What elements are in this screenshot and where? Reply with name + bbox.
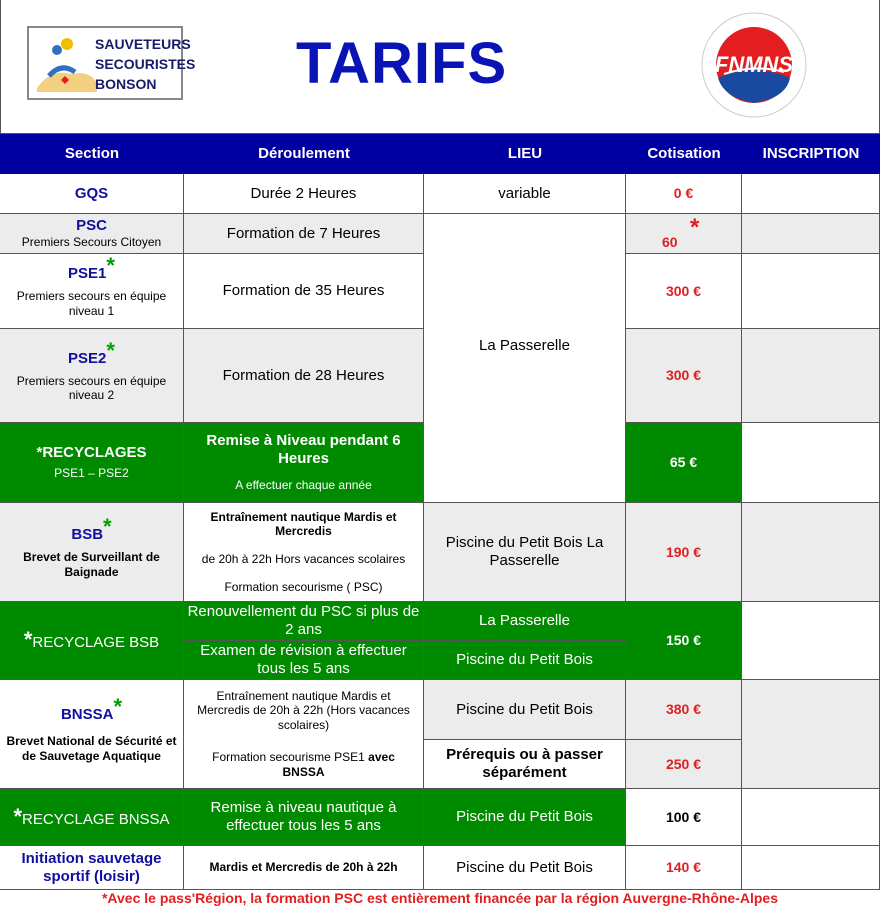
recyclage-bsb-star: * [23,627,33,653]
recyclages-section-cell [0,423,184,503]
psc-price-cell [626,214,742,254]
bsb-deroulement1: Entraînement nautique Mardis et Mercredis [210,509,397,539]
pse2-section-cell [0,329,184,423]
bnssa-lieu2: Prérequis ou à passer séparément [424,740,626,789]
psc-name: PSC [76,217,107,235]
bsb-deroulement-cell [184,503,424,602]
bnssa-inscription[interactable] [742,680,880,789]
bsb-deroulement2: de 20h à 22h Hors vacances scolaires [201,551,406,566]
bnssa-price1: 380 € [626,680,742,740]
recyclages-deroulement1: Remise à Niveau pendant 6 Heures [206,432,401,468]
pse1-price: 300 € [626,254,742,329]
bsb-star: * [103,514,112,540]
recyclages-subtitle: PSE1 – PSE2 [54,466,129,481]
psc-deroulement: Formation de 7 Heures [184,214,424,254]
psc-section-cell [0,214,184,254]
pse2-subtitle: Premiers secours en équipe niveau 2 [16,373,167,403]
initiation-lieu: Piscine du Petit Bois [424,846,626,890]
initiation-name: Initiation sauvetage sportif (loisir) [21,849,162,885]
recyclage-bnssa-price: 100 € [626,789,742,846]
recyclage-bnssa-deroulement: Remise à niveau nautique à effectuer tous les 5 ans [184,789,424,846]
recyclage-bsb-deroulement1: Renouvellement du PSC si plus de 2 ans [184,602,424,641]
bsb-subtitle: Brevet de Surveillant de Baignade [23,550,160,579]
bsb-lieu: Piscine du Petit Bois La Passerelle [424,503,626,602]
recyclage-bsb-price: 150 € [626,602,742,680]
footnote: *Avec le pass'Région, la formation PSC est entièrement financée par la région Auvergne-Rhône-Alpes [101,890,779,906]
recyclages-deroulement-cell [184,423,424,503]
logo-line1: SAUVETEURS [95,36,191,52]
psc-price: 60 [662,234,678,250]
bnssa-star: * [113,694,123,720]
bnssa-subtitle: Brevet National de Sécurité et de Sauvetage Aquatique [6,734,177,763]
psc-star: * [690,214,700,241]
recyclage-bsb-inscription[interactable] [742,602,880,680]
pse2-inscription[interactable] [742,329,880,423]
gqs-name: GQS [74,184,109,202]
pse1-deroulement: Formation de 35 Heures [184,254,424,329]
pse2-price: 300 € [626,329,742,423]
gqs-price: 0 € [626,174,742,214]
gqs-deroulement: Durée 2 Heures [184,174,424,214]
recyclage-bnssa-star: * [13,803,22,829]
bnssa-deroulement2a: Formation secourisme PSE1 [212,750,369,765]
col-header-deroulement: Déroulement [184,133,424,174]
pse1-star: * [106,253,115,279]
pse2-name: PSE2 [68,349,107,367]
recyclage-bsb-lieu2: Piscine du Petit Bois [424,641,626,680]
gqs-section-cell [0,174,184,214]
psc-subtitle: Premiers Secours Citoyen [21,235,162,250]
recyclages-name: *RECYCLAGES [36,444,147,462]
pse1-section-cell [0,254,184,329]
psc-inscription[interactable] [742,214,880,254]
bnssa-deroulement1: Entraînement nautique Mardis et Mercredis de 20h à 22h (Hors vacances scolaires) [197,689,410,732]
recyclages-price: 65 € [626,423,742,503]
bnssa-price2: 250 € [626,740,742,789]
gqs-inscription[interactable] [742,174,880,214]
col-header-section: Section [0,133,184,174]
bsb-price: 190 € [626,503,742,602]
logo-right-text: FNMNS [714,52,794,77]
passerelle-lieu: La Passerelle [424,214,626,503]
bsb-section-cell [0,503,184,602]
recyclage-bnssa-name: RECYCLAGE BNSSA [22,810,170,828]
pse1-subtitle: Premiers secours en équipe niveau 1 [16,289,167,318]
page-title: TARIFS [296,31,508,96]
bnssa-lieu1: Piscine du Petit Bois [424,680,626,740]
recyclage-bsb-name: RECYCLAGE BSB [32,634,160,652]
bnssa-deroulement2c: BNSSA [282,764,325,779]
recyclage-bsb-section-cell [0,602,184,680]
logo-line3: BONSON [95,76,157,92]
recyclages-inscription[interactable] [742,423,880,503]
bsb-name: BSB [71,526,104,544]
logo-right [690,12,818,118]
col-header-cotisation: Cotisation [626,133,742,174]
bnssa-deroulement-cell [184,680,424,789]
gqs-lieu: variable [424,174,626,214]
recyclage-bnssa-inscription[interactable] [742,789,880,846]
recyclage-bsb-deroulement2: Examen de révision à effectuer tous les 5 ans [184,641,424,680]
recyclage-bnssa-lieu: Piscine du Petit Bois [424,789,626,846]
initiation-section-cell [0,846,184,890]
pse2-deroulement: Formation de 28 Heures [184,329,424,423]
bnssa-section-cell [0,680,184,789]
logo-line2: SECOURISTES [95,56,196,72]
rescuer-icon [31,30,101,98]
col-header-lieu: LIEU [424,133,626,174]
logo-left [27,26,196,100]
pse2-star: * [106,337,115,363]
col-header-inscription: INSCRIPTION [742,133,880,174]
initiation-price: 140 € [626,846,742,890]
bsb-inscription[interactable] [742,503,880,602]
recyclage-bsb-lieu1: La Passerelle [424,602,626,641]
initiation-deroulement: Mardis et Mercredis de 20h à 22h [184,846,424,890]
recyclage-bnssa-section-cell [0,789,184,846]
pse1-inscription[interactable] [742,254,880,329]
bnssa-name: BNSSA [60,706,114,724]
pse1-name: PSE1 [68,265,107,283]
bnssa-deroulement2b: avec [368,750,395,765]
recyclages-deroulement2: A effectuer chaque année [235,478,372,493]
bsb-deroulement3: Formation secourisme ( PSC) [224,579,383,594]
initiation-inscription[interactable] [742,846,880,890]
